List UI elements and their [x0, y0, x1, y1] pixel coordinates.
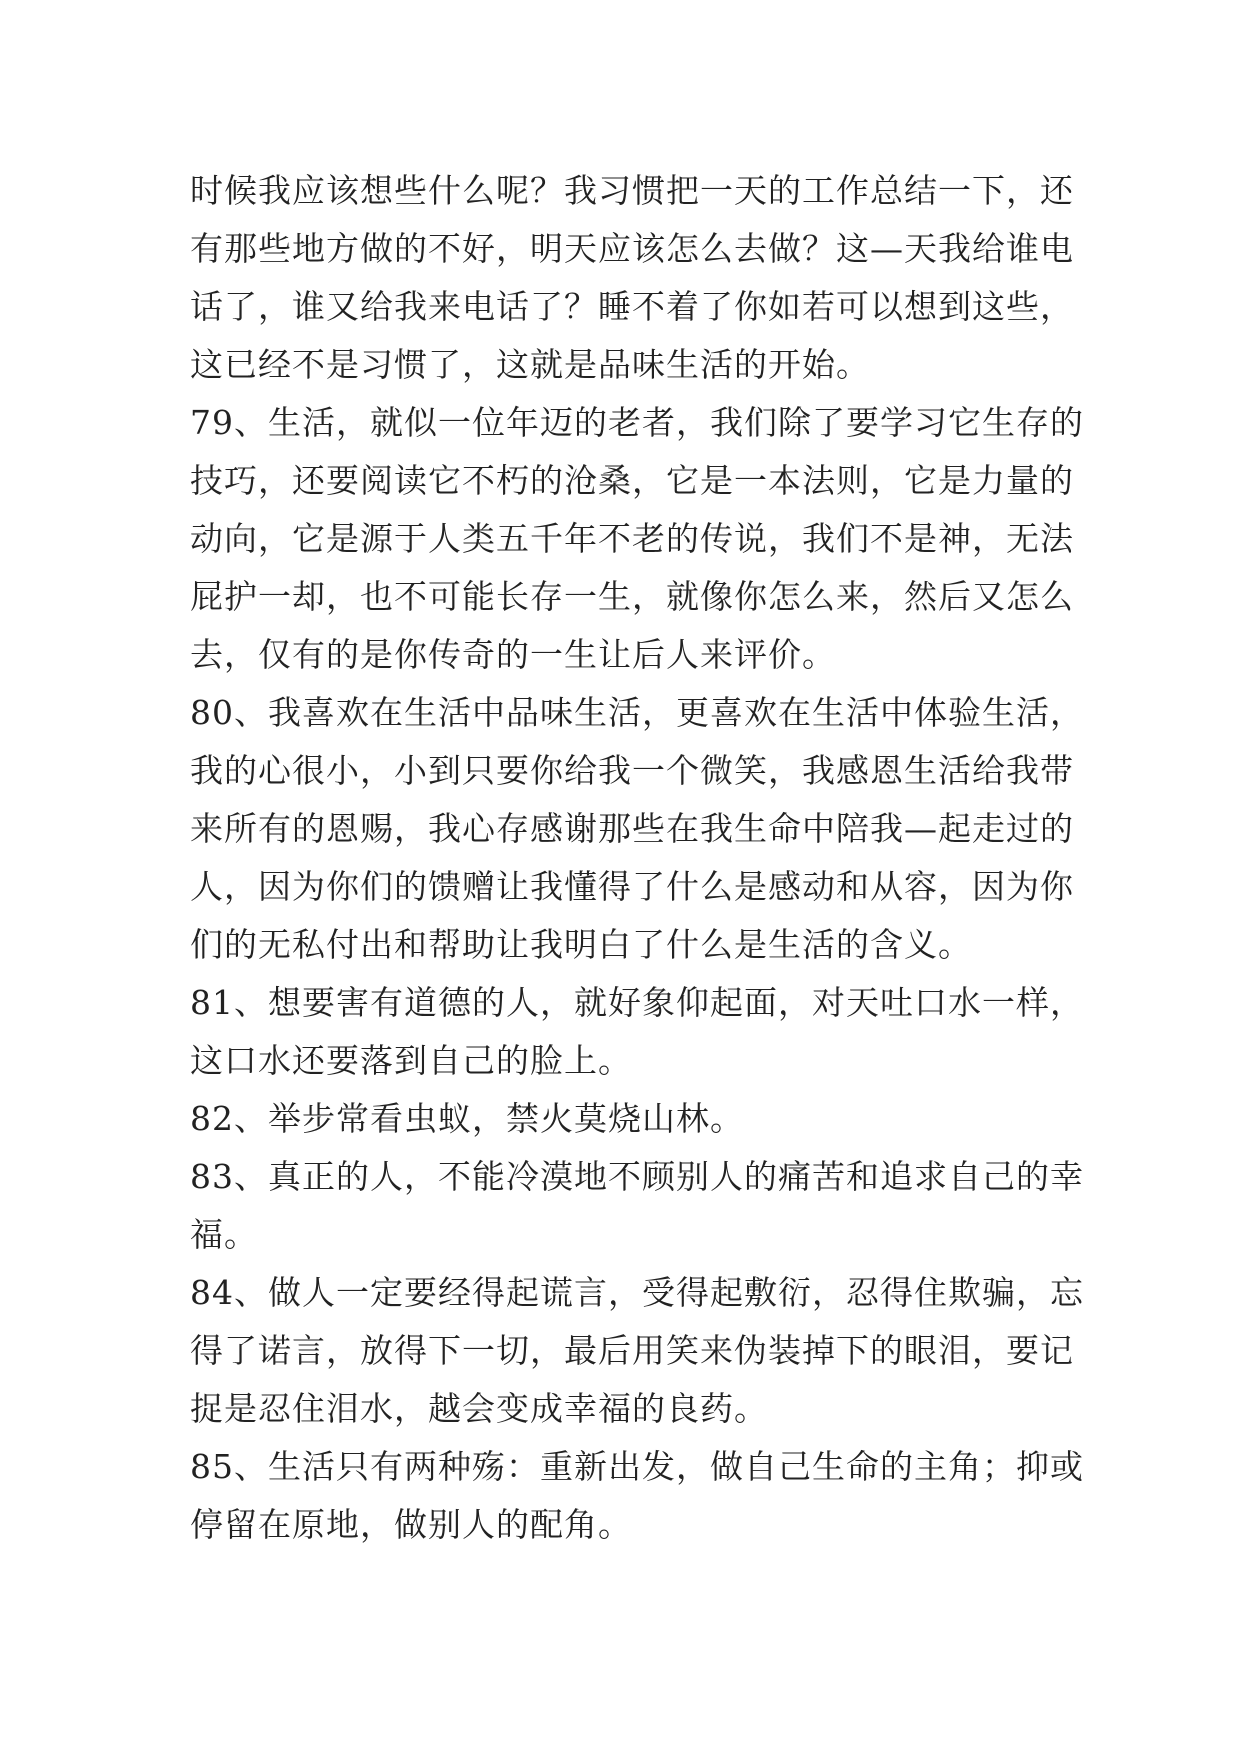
- text-line: 屁护一却，也不可能长存一生，就像你怎么来，然后又怎么: [190, 577, 1074, 616]
- text-line: 得了诺言，放得下一切，最后用笑来伪装掉下的眼泪，要记: [190, 1331, 1074, 1370]
- entry-83-line: 83、真正的人，不能冷漠地不顾别人的痛苦和追求自己的幸: [190, 1157, 1084, 1196]
- document-body: [190, 162, 1084, 1554]
- text-line: 动向，它是源于人类五千年不老的传说，我们不是神，无法: [190, 519, 1074, 558]
- entry-82-line: 82、举步常看虫蚁，禁火莫烧山林。: [190, 1099, 744, 1138]
- entry-80-line: 80、我喜欢在生活中品味生活，更喜欢在生活中体验生活，: [190, 693, 1084, 732]
- text-line: 人，因为你们的馈赠让我懂得了什么是感动和从容，因为你: [190, 867, 1074, 906]
- text-line: 福。: [190, 1215, 258, 1254]
- entry-85-line: 85、生活只有两种殇：重新出发，做自己生命的主角；抑或: [190, 1447, 1084, 1486]
- text-line: 捉是忍住泪水，越会变成幸福的良药。: [190, 1389, 768, 1428]
- text-line: 时候我应该想些什么呢？我习惯把一天的工作总结一下，还: [190, 171, 1074, 210]
- text-line: 去，仅有的是你传奇的一生让后人来评价。: [190, 635, 836, 674]
- text-line: 们的无私付出和帮助让我明白了什么是生活的含义。: [190, 925, 972, 964]
- entry-84-line: 84、做人一定要经得起谎言，受得起敷衍，忍得住欺骗，忘: [190, 1273, 1084, 1312]
- text-line: 我的心很小，小到只要你给我一个微笑，我感恩生活给我带: [190, 751, 1074, 790]
- text-line: 技巧，还要阅读它不朽的沧桑，它是一本法则，它是力量的: [190, 461, 1074, 500]
- text-line: 这口水还要落到自己的脸上。: [190, 1041, 632, 1080]
- text-line: 停留在原地，做别人的配角。: [190, 1505, 632, 1544]
- text-line: 话了，谁又给我来电话了？睡不着了你如若可以想到这些，: [190, 287, 1074, 326]
- entry-79-line: 79、生活，就似一位年迈的老者，我们除了要学习它生存的: [190, 403, 1084, 442]
- text-line: 来所有的恩赐，我心存感谢那些在我生命中陪我—起走过的: [190, 809, 1074, 848]
- text-line: 这已经不是习惯了，这就是品味生活的开始。: [190, 345, 870, 384]
- text-line: 有那些地方做的不好，明天应该怎么去做？这—天我给谁电: [190, 229, 1074, 268]
- entry-81-line: 81、想要害有道德的人，就好象仰起面，对天吐口水一样，: [190, 983, 1084, 1022]
